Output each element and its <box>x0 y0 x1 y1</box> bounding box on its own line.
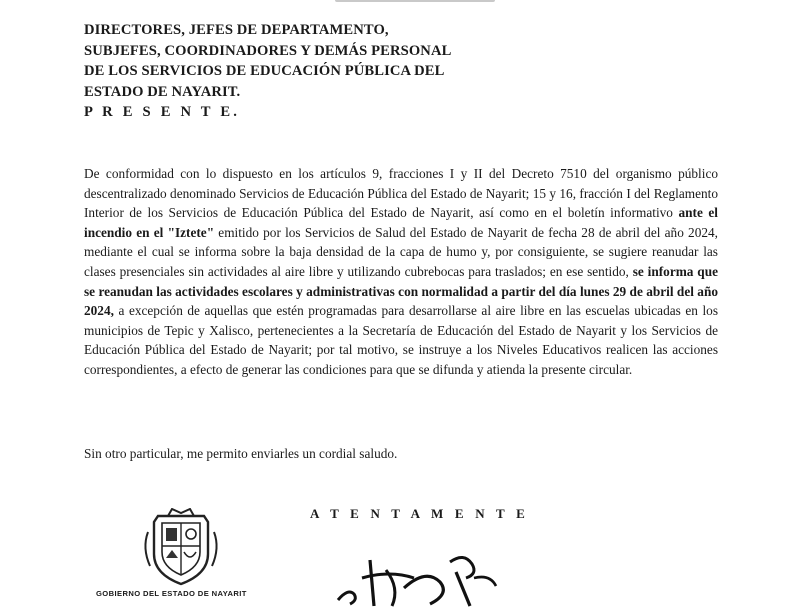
body-paragraph <box>84 164 718 380</box>
coat-of-arms-icon <box>138 508 224 588</box>
closing-salutation: Sin otro particular, me permito enviarles un cordial saludo. <box>84 446 398 461</box>
body-text-part: De conformidad con lo dispuesto en los artículos 9, fracciones I y II del Decreto 7510 del organismo público descentralizado denominado Servicios de Educación Pública del Estado de Nayarit; 15 y 16, fracción I del Reglamento Interior de los Servicios de Educación Pública del Estado de Nayarit, así como en el boletín informativo <box>84 166 718 221</box>
addressee-line: ESTADO DE NAYARIT. <box>84 83 241 100</box>
signature-icon <box>330 548 500 608</box>
cropped-header-fragment <box>335 0 495 2</box>
seal-caption: GOBIERNO DEL ESTADO DE NAYARIT <box>96 589 247 598</box>
addressee-line: DE LOS SERVICIOS DE EDUCACIÓN PÚBLICA DEL <box>84 63 445 79</box>
body-bold-incendio: ante el incendio en el "Iztete" <box>84 205 718 240</box>
body-text-part: emitido por los Servicios de Salud del Estado de Nayarit de fecha 28 de abril del año 2024, mediante el cual se informa sobre la baja densidad de la capa de humo y, por consiguiente, se sugiere reanudar las clases presenciales sin actividades al aire libre y utilizando cubrebocas para traslados; en ese sentido, <box>84 224 718 279</box>
atentamente-label: A T E N T A M E N T E <box>310 506 529 521</box>
addressee-line: SUBJEFES, COORDINADORES Y DEMÁS PERSONAL <box>84 42 452 59</box>
body-text-part: a excepción de aquellas que estén programadas para desarrollarse al aire libre en las escuelas ubicadas en los municipios de Tepic y Xalisco, pertenecientes a la Secretaría de Educación del Estado de Nayarit y los Servicios de Educación Pública del Estado de Nayarit; por tal motivo, se instruye a los Niveles Educativos realicen las acciones correspondientes, a efecto de generar las condiciones para que se difunda y atienda la presente circular. <box>84 303 718 377</box>
presente-label: P R E S E N T E. <box>84 104 241 120</box>
body-bold-announcement: se informa que se reanudan las actividades escolares y administrativas con normalidad a partir del día lunes 29 de abril del año 2024, <box>84 263 719 319</box>
addressee-block <box>84 20 554 123</box>
addressee-line: DIRECTORES, JEFES DE DEPARTAMENTO, <box>84 22 389 38</box>
